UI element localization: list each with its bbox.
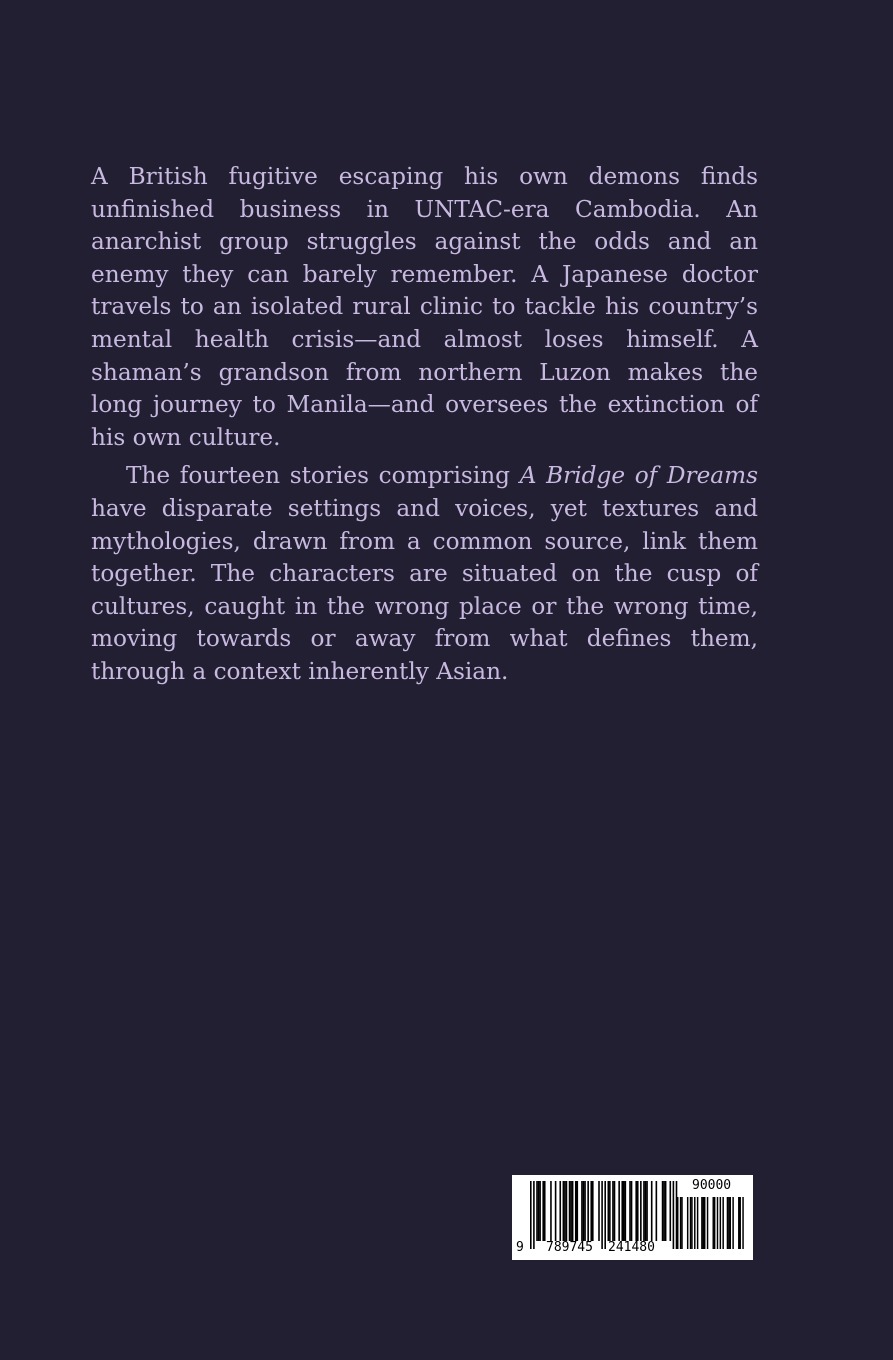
barcode-bar [544, 1181, 546, 1241]
barcode-bar [575, 1181, 577, 1241]
blurb-paragraph-2 [91, 460, 758, 688]
barcode-bar [577, 1181, 579, 1241]
barcode-bar [533, 1181, 535, 1249]
addon-bar [707, 1197, 708, 1249]
addon-bar [703, 1197, 704, 1249]
barcode-bar [587, 1181, 589, 1241]
book-title: A Bridge of Dreams [519, 462, 759, 490]
barcode-bar [563, 1181, 565, 1241]
barcode-bar [625, 1181, 627, 1241]
barcode-bar [673, 1181, 675, 1249]
addon-bar [694, 1197, 695, 1249]
paragraph-2-rest: have disparate settings and voices, yet textures and mythologies, drawn from a common source, link them together. The characters are situated on the cusp of cultures, caught in the wrong place or the wrong time, moving towards or away from what defines them, through a context inherently Asian. [91, 494, 758, 685]
addon-bar [687, 1197, 688, 1249]
addon-bar [742, 1197, 743, 1249]
barcode-bar [651, 1181, 653, 1241]
barcode-bar [663, 1181, 665, 1241]
barcode-bar [550, 1181, 552, 1241]
barcode-bar [584, 1181, 586, 1241]
isbn-right-group: 241480 [608, 1240, 655, 1255]
addon-bar [732, 1197, 733, 1249]
barcode-bar [564, 1181, 566, 1241]
barcode-bar [590, 1181, 592, 1241]
barcode-bar [559, 1181, 561, 1241]
barcode-bar [612, 1181, 614, 1241]
addon-bar [680, 1197, 681, 1249]
barcode-bar [645, 1181, 647, 1241]
barcode-bar [538, 1181, 540, 1241]
barcode-bar [623, 1181, 625, 1241]
barcode-bar [539, 1181, 541, 1241]
barcode-bar [583, 1181, 585, 1241]
addon-bar [701, 1197, 702, 1249]
addon-bar [697, 1197, 698, 1249]
barcode-bar [643, 1181, 645, 1241]
barcode-bar [536, 1181, 538, 1241]
barcode-bar [570, 1181, 572, 1241]
barcode-bar [581, 1181, 583, 1241]
addon-bar [677, 1197, 678, 1249]
barcode-bar [604, 1181, 606, 1249]
addon-bar [728, 1197, 729, 1249]
addon-bar [722, 1197, 723, 1249]
addon-bar [681, 1197, 682, 1249]
barcode-bar [542, 1181, 544, 1241]
barcode-bar [656, 1181, 658, 1241]
barcode-bar [566, 1181, 568, 1241]
addon-bar [704, 1197, 705, 1249]
isbn-lead-digit: 9 [516, 1240, 524, 1255]
barcode-bar [555, 1181, 557, 1241]
barcode-bar [646, 1181, 648, 1241]
barcode-bar [598, 1181, 600, 1241]
addon-bar [714, 1197, 715, 1249]
barcode-bar [608, 1181, 610, 1241]
addon-bar [730, 1197, 731, 1249]
back-cover-blurb [91, 161, 758, 689]
barcode-bar [637, 1181, 639, 1241]
barcode-bar [662, 1181, 664, 1241]
barcode-bar [621, 1181, 623, 1241]
barcode-bar [530, 1181, 532, 1249]
addon-bar [720, 1197, 721, 1249]
addon-bar [738, 1197, 739, 1249]
barcode-bar [618, 1181, 620, 1241]
barcode-bar [631, 1181, 633, 1241]
isbn-left-group: 789745 [546, 1240, 593, 1255]
barcode-bar [665, 1181, 667, 1241]
barcode-bar [592, 1181, 594, 1241]
barcode-bar [569, 1181, 571, 1241]
addon-bar [717, 1197, 718, 1249]
isbn-barcode [512, 1175, 753, 1260]
barcode-bar [601, 1181, 603, 1249]
barcode-bar [635, 1181, 637, 1241]
barcode-bar [629, 1181, 631, 1241]
barcode-bar [614, 1181, 616, 1241]
paragraph-2-lead: The fourteen stories comprising [126, 462, 520, 490]
addon-bar [739, 1197, 740, 1249]
isbn-addon-price: 90000 [692, 1178, 732, 1193]
addon-bar [690, 1197, 691, 1249]
blurb-paragraph-1: A British fugitive escaping his own demons finds unfinished business in UNTAC-era Cambodia. An anarchist group struggles against the odds and an enemy they can barely remember. A Japanese doctor travels to an isolated rural clinic to tackle his country’s mental health crisis—and almost loses himself. A shaman’s grandson from northern Luzon makes the long journey to Manila—and oversees the extinction of his own culture. [91, 163, 758, 451]
barcode-bar [640, 1181, 642, 1241]
barcode-bar [572, 1181, 574, 1241]
addon-bar [713, 1197, 714, 1249]
barcode-bar [670, 1181, 672, 1241]
addon-bar [727, 1197, 728, 1249]
barcode-bar [609, 1181, 611, 1241]
addon-bar [691, 1197, 692, 1249]
